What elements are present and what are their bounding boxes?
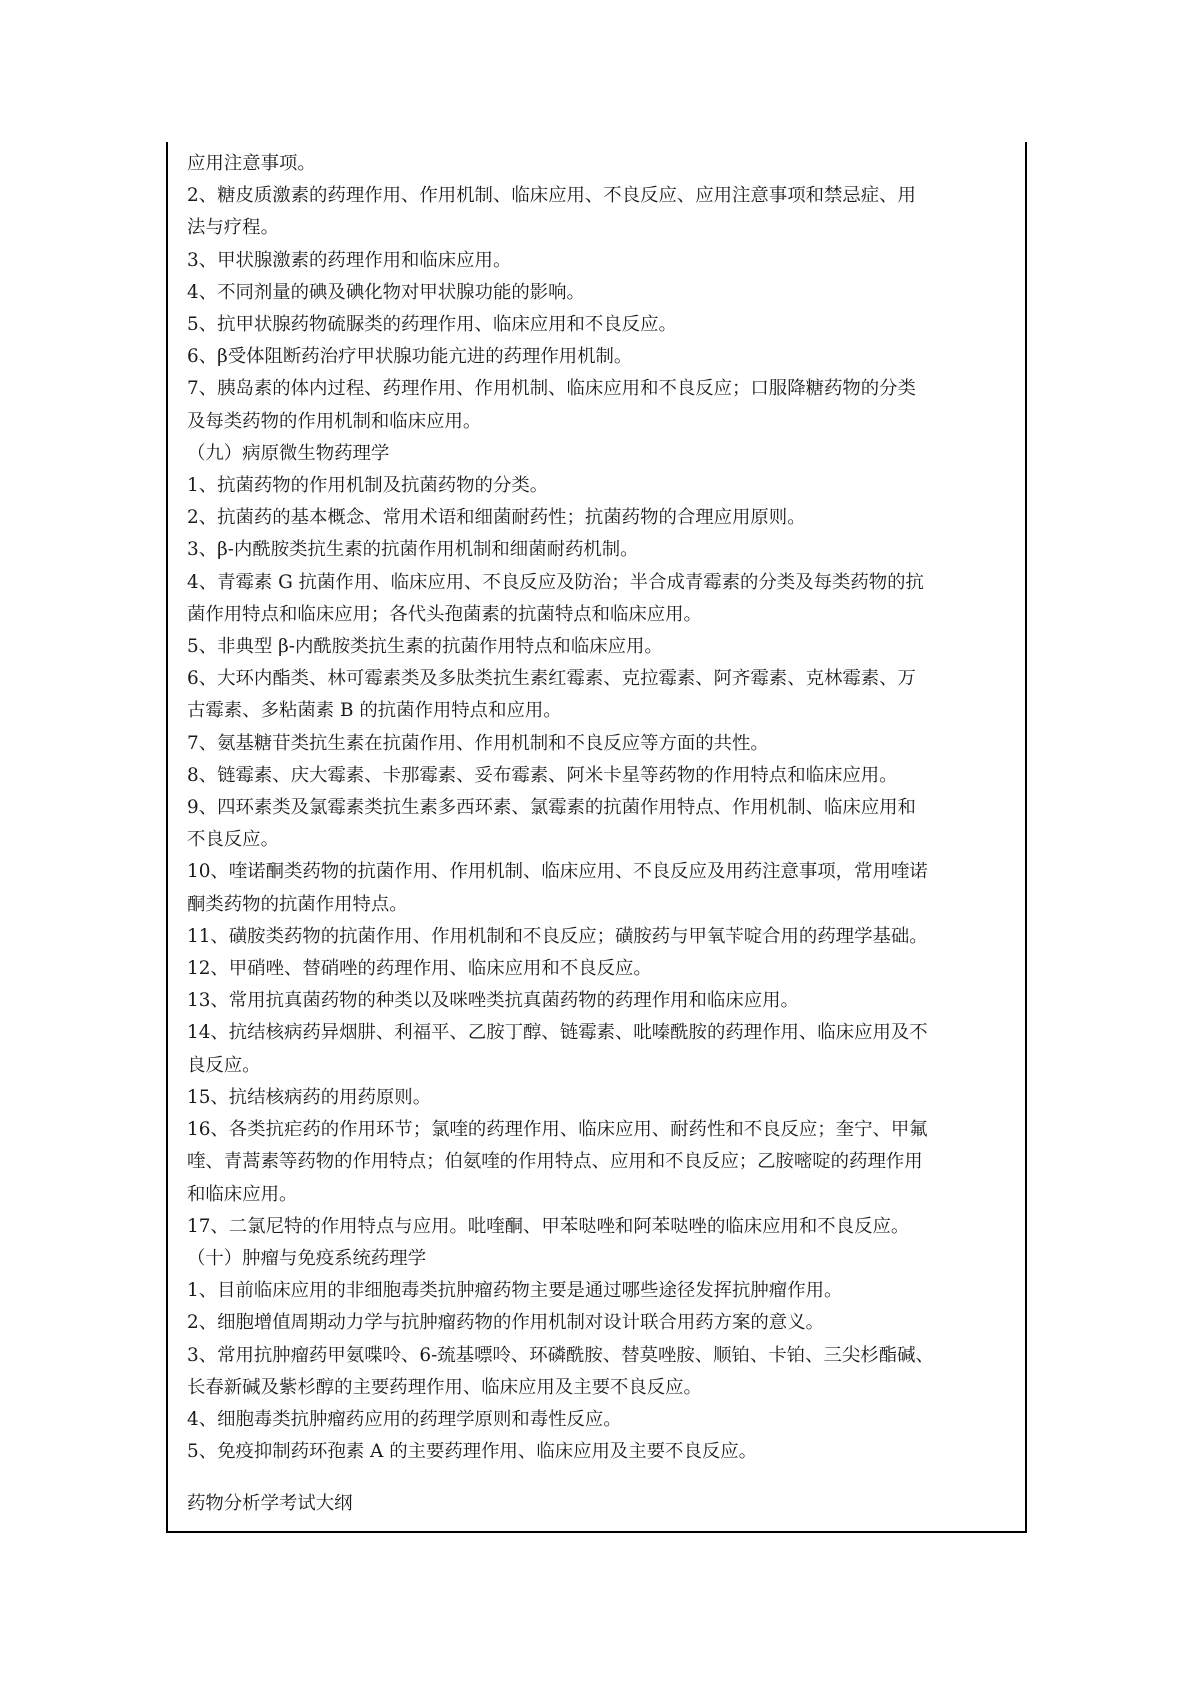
outline-line: 喹、青蒿素等药物的作用特点；伯氨喹的作用特点、应用和不良反应；乙胺嘧啶的药理作用 (187, 1151, 923, 1173)
outline-line: 12、甲硝唑、替硝唑的药理作用、临床应用和不良反应。 (187, 958, 652, 980)
outline-line: 菌作用特点和临床应用；各代头孢菌素的抗菌特点和临床应用。 (187, 603, 702, 625)
outline-line: 11、磺胺类药物的抗菌作用、作用机制和不良反应；磺胺药与甲氧苄啶合用的药理学基础。 (187, 925, 928, 947)
outline-line: 古霉素、多粘菌素 B 的抗菌作用特点和应用。 (187, 700, 562, 722)
outline-line: （十）肿瘤与免疫系统药理学 (187, 1247, 427, 1269)
outline-line: 6、β受体阻断药治疗甲状腺功能亢进的药理作用机制。 (187, 346, 633, 368)
outline-line: 15、抗结核病药的用药原则。 (187, 1086, 432, 1108)
outline-line: 3、β-内酰胺类抗生素的抗菌作用机制和细菌耐药机制。 (187, 539, 639, 561)
outline-line: 4、青霉素 G 抗菌作用、临床应用、不良反应及防治；半合成青霉素的分类及每类药物的抗 (187, 571, 924, 593)
outline-line: 长春新碱及紫杉醇的主要药理作用、临床应用及主要不良反应。 (187, 1376, 702, 1398)
outline-line: 8、链霉素、庆大霉素、卡那霉素、妥布霉素、阿米卡星等药物的作用特点和临床应用。 (187, 764, 898, 786)
outline-line: 3、常用抗肿瘤药甲氨喋呤、6-巯基嘌呤、环磷酰胺、替莫唑胺、顺铂、卡铂、三尖杉酯碱、 (187, 1344, 934, 1366)
section-title: 药物分析学考试大纲 (187, 1493, 353, 1514)
outline-line: 和临床应用。 (187, 1183, 298, 1205)
outline-line: 4、细胞毒类抗肿瘤药应用的药理学原则和毒性反应。 (187, 1408, 622, 1430)
outline-line: 4、不同剂量的碘及碘化物对甲状腺功能的影响。 (187, 281, 585, 303)
outline-line: 5、免疫抑制药环孢素 A 的主要药理作用、临床应用及主要不良反应。 (187, 1441, 758, 1463)
outline-line: 1、目前临床应用的非细胞毒类抗肿瘤药物主要是通过哪些途径发挥抗肿瘤作用。 (187, 1280, 843, 1302)
outline-line: 6、大环内酯类、林可霉素类及多肽类抗生素红霉素、克拉霉素、阿齐霉素、克林霉素、万 (187, 668, 916, 690)
outline-line: 不良反应。 (187, 829, 279, 851)
outline-line: 5、抗甲状腺药物硫脲类的药理作用、临床应用和不良反应。 (187, 314, 677, 336)
outline-line: 9、四环素类及氯霉素类抗生素多西环素、氯霉素的抗菌作用特点、作用机制、临床应用和 (187, 797, 916, 819)
outline-line: 13、常用抗真菌药物的种类以及咪唑类抗真菌药物的药理作用和临床应用。 (187, 990, 799, 1012)
outline-line: 10、喹诺酮类药物的抗菌作用、作用机制、临床应用、不良反应及用药注意事项，常用喹诺 (187, 861, 928, 883)
outline-line: 2、抗菌药的基本概念、常用术语和细菌耐药性；抗菌药物的合理应用原则。 (187, 507, 806, 529)
outline-line: 16、各类抗疟药的作用环节；氯喹的药理作用、临床应用、耐药性和不良反应；奎宁、甲氟 (187, 1119, 928, 1141)
outline-line: 1、抗菌药物的作用机制及抗菌药物的分类。 (187, 475, 549, 497)
outline-line: 17、二氯尼特的作用特点与应用。吡喹酮、甲苯哒唑和阿苯哒唑的临床应用和不良反应。 (187, 1215, 910, 1237)
outline-line: 良反应。 (187, 1054, 261, 1076)
outline-line: 3、甲状腺激素的药理作用和临床应用。 (187, 249, 512, 271)
outline-content (187, 148, 1017, 1468)
outline-line: 14、抗结核病药异烟肼、利福平、乙胺丁醇、链霉素、吡嗪酰胺的药理作用、临床应用及不 (187, 1022, 928, 1044)
outline-line: 及每类药物的作用机制和临床应用。 (187, 410, 482, 432)
outline-line: 7、胰岛素的体内过程、药理作用、作用机制、临床应用和不良反应；口服降糖药物的分类 (187, 378, 916, 400)
outline-line: （九）病原微生物药理学 (187, 442, 390, 464)
outline-line: 2、细胞增值周期动力学与抗肿瘤药物的作用机制对设计联合用药方案的意义。 (187, 1312, 824, 1334)
outline-line: 7、氨基糖苷类抗生素在抗菌作用、作用机制和不良反应等方面的共性。 (187, 732, 769, 754)
outline-line: 2、糖皮质激素的药理作用、作用机制、临床应用、不良反应、应用注意事项和禁忌症、用 (187, 185, 916, 207)
outline-line: 酮类药物的抗菌作用特点。 (187, 893, 408, 915)
outline-line: 法与疗程。 (187, 217, 279, 239)
outline-line: 应用注意事项。 (187, 153, 316, 174)
outline-line: 5、非典型 β-内酰胺类抗生素的抗菌作用特点和临床应用。 (187, 636, 663, 658)
